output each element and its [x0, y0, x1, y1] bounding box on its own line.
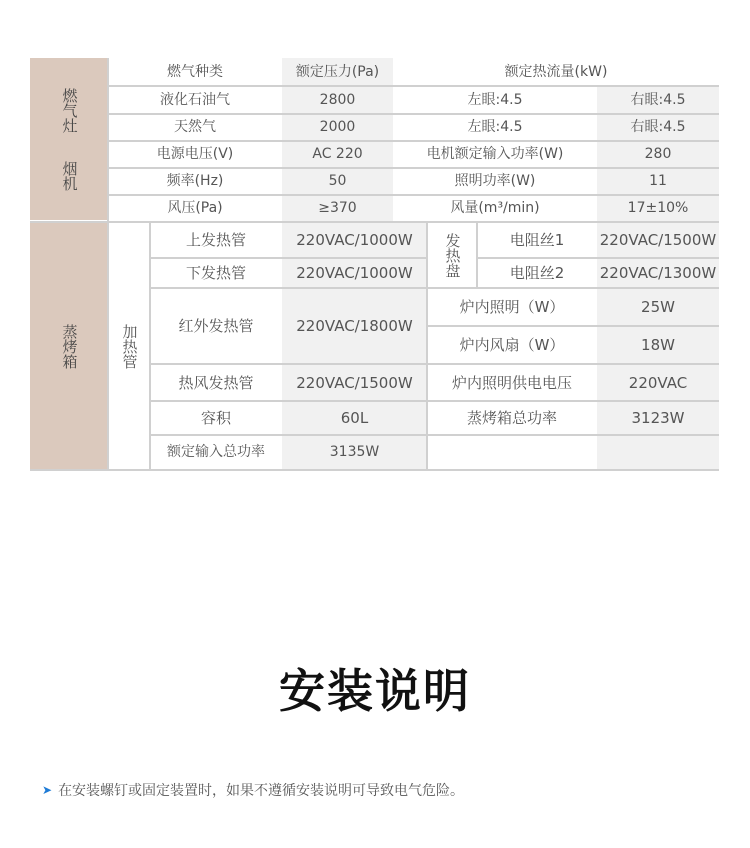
- header-heat-flow: 额定热流量(kW): [504, 63, 608, 80]
- gas-row-2-right: 右眼:4.5: [597, 114, 719, 141]
- gas-hood-side-label: [30, 58, 108, 220]
- total-power-label: 蒸烤箱总功率: [466, 409, 557, 427]
- empty-cell-a: [427, 435, 597, 470]
- heating-tube-label: 加热管: [120, 323, 139, 369]
- resistor-2-label: 电阻丝2: [509, 264, 565, 282]
- oven-light-label: 炉内照明（W）: [459, 298, 565, 316]
- gas-row-1-type: 液化石油气: [160, 91, 230, 108]
- gas-row-2-type: 天然气: [174, 119, 216, 136]
- resistor-1-label: 电阻丝1: [509, 231, 565, 249]
- oven-fan-label: 炉内风扇（W）: [459, 336, 565, 354]
- header-gas-type: 燃气种类: [167, 63, 223, 80]
- gas-row-1-left: 左眼:4.5: [467, 91, 523, 108]
- oven-side-label: 蒸烤箱: [30, 222, 108, 470]
- hood-row-1-value2: 280: [597, 141, 719, 168]
- rated-input-label: 额定输入总功率: [167, 444, 265, 461]
- hotair-tube-value: 220VAC/1500W: [282, 364, 427, 401]
- gas-row-2-pressure: 2000: [282, 114, 393, 141]
- gas-side-label: 燃气灶: [60, 87, 79, 133]
- arrow-right-icon: ➤: [42, 783, 53, 797]
- upper-tube-value: 220VAC/1000W: [282, 222, 427, 258]
- empty-cell-b: [597, 435, 719, 470]
- hood-row-1-label: 电源电压(V): [156, 146, 234, 163]
- upper-tube-label: 上发热管: [185, 231, 246, 249]
- gas-row-1-right: 右眼:4.5: [597, 86, 719, 114]
- capacity-label: 容积: [200, 409, 231, 427]
- install-note: [42, 780, 464, 800]
- install-title: 安装说明: [279, 664, 471, 718]
- install-note-text: 在安装螺钉或固定装置时，如果不遵循安装说明可导致电气危险。: [58, 783, 465, 799]
- hood-row-2-label2: 照明功率(W): [454, 173, 536, 190]
- rated-input-value: 3135W: [282, 435, 427, 470]
- header-pressure: 额定压力(Pa): [282, 58, 393, 86]
- gas-row-2-left: 左眼:4.5: [467, 119, 523, 136]
- resistor-1-value: 220VAC/1500W: [597, 222, 719, 258]
- oven-light-value: 25W: [597, 288, 719, 326]
- resistor-2-value: 220VAC/1300W: [597, 258, 719, 288]
- oven-fan-value: 18W: [597, 326, 719, 364]
- lower-tube-label: 下发热管: [185, 264, 246, 282]
- hood-row-2-label: 频率(Hz): [166, 173, 224, 190]
- hood-row-3-value: ≥370: [282, 195, 393, 222]
- hood-row-3-value2: 17±10%: [597, 195, 719, 222]
- hood-row-2-value2: 11: [597, 168, 719, 195]
- infrared-tube-value: 220VAC/1800W: [282, 288, 427, 364]
- hood-side-label: 烟机: [60, 160, 79, 191]
- gas-row-1-pressure: 2800: [282, 86, 393, 114]
- hood-row-1-value: AC 220: [282, 141, 393, 168]
- capacity-value: 60L: [282, 401, 427, 435]
- heat-plate-label: 发热盘: [443, 232, 462, 278]
- total-power-value: 3123W: [597, 401, 719, 435]
- infrared-tube-label: 红外发热管: [178, 317, 254, 335]
- hood-row-3-label: 风压(Pa): [167, 200, 223, 217]
- hotair-tube-label: 热风发热管: [178, 373, 254, 392]
- hood-row-2-value: 50: [282, 168, 393, 195]
- lower-tube-value: 220VAC/1000W: [282, 258, 427, 288]
- hood-row-3-label2: 风量(m³/min): [450, 200, 540, 217]
- light-voltage-label: 炉内照明供电电压: [451, 373, 572, 392]
- light-voltage-value: 220VAC: [597, 364, 719, 401]
- hood-row-1-label2: 电机额定输入功率(W): [426, 146, 564, 163]
